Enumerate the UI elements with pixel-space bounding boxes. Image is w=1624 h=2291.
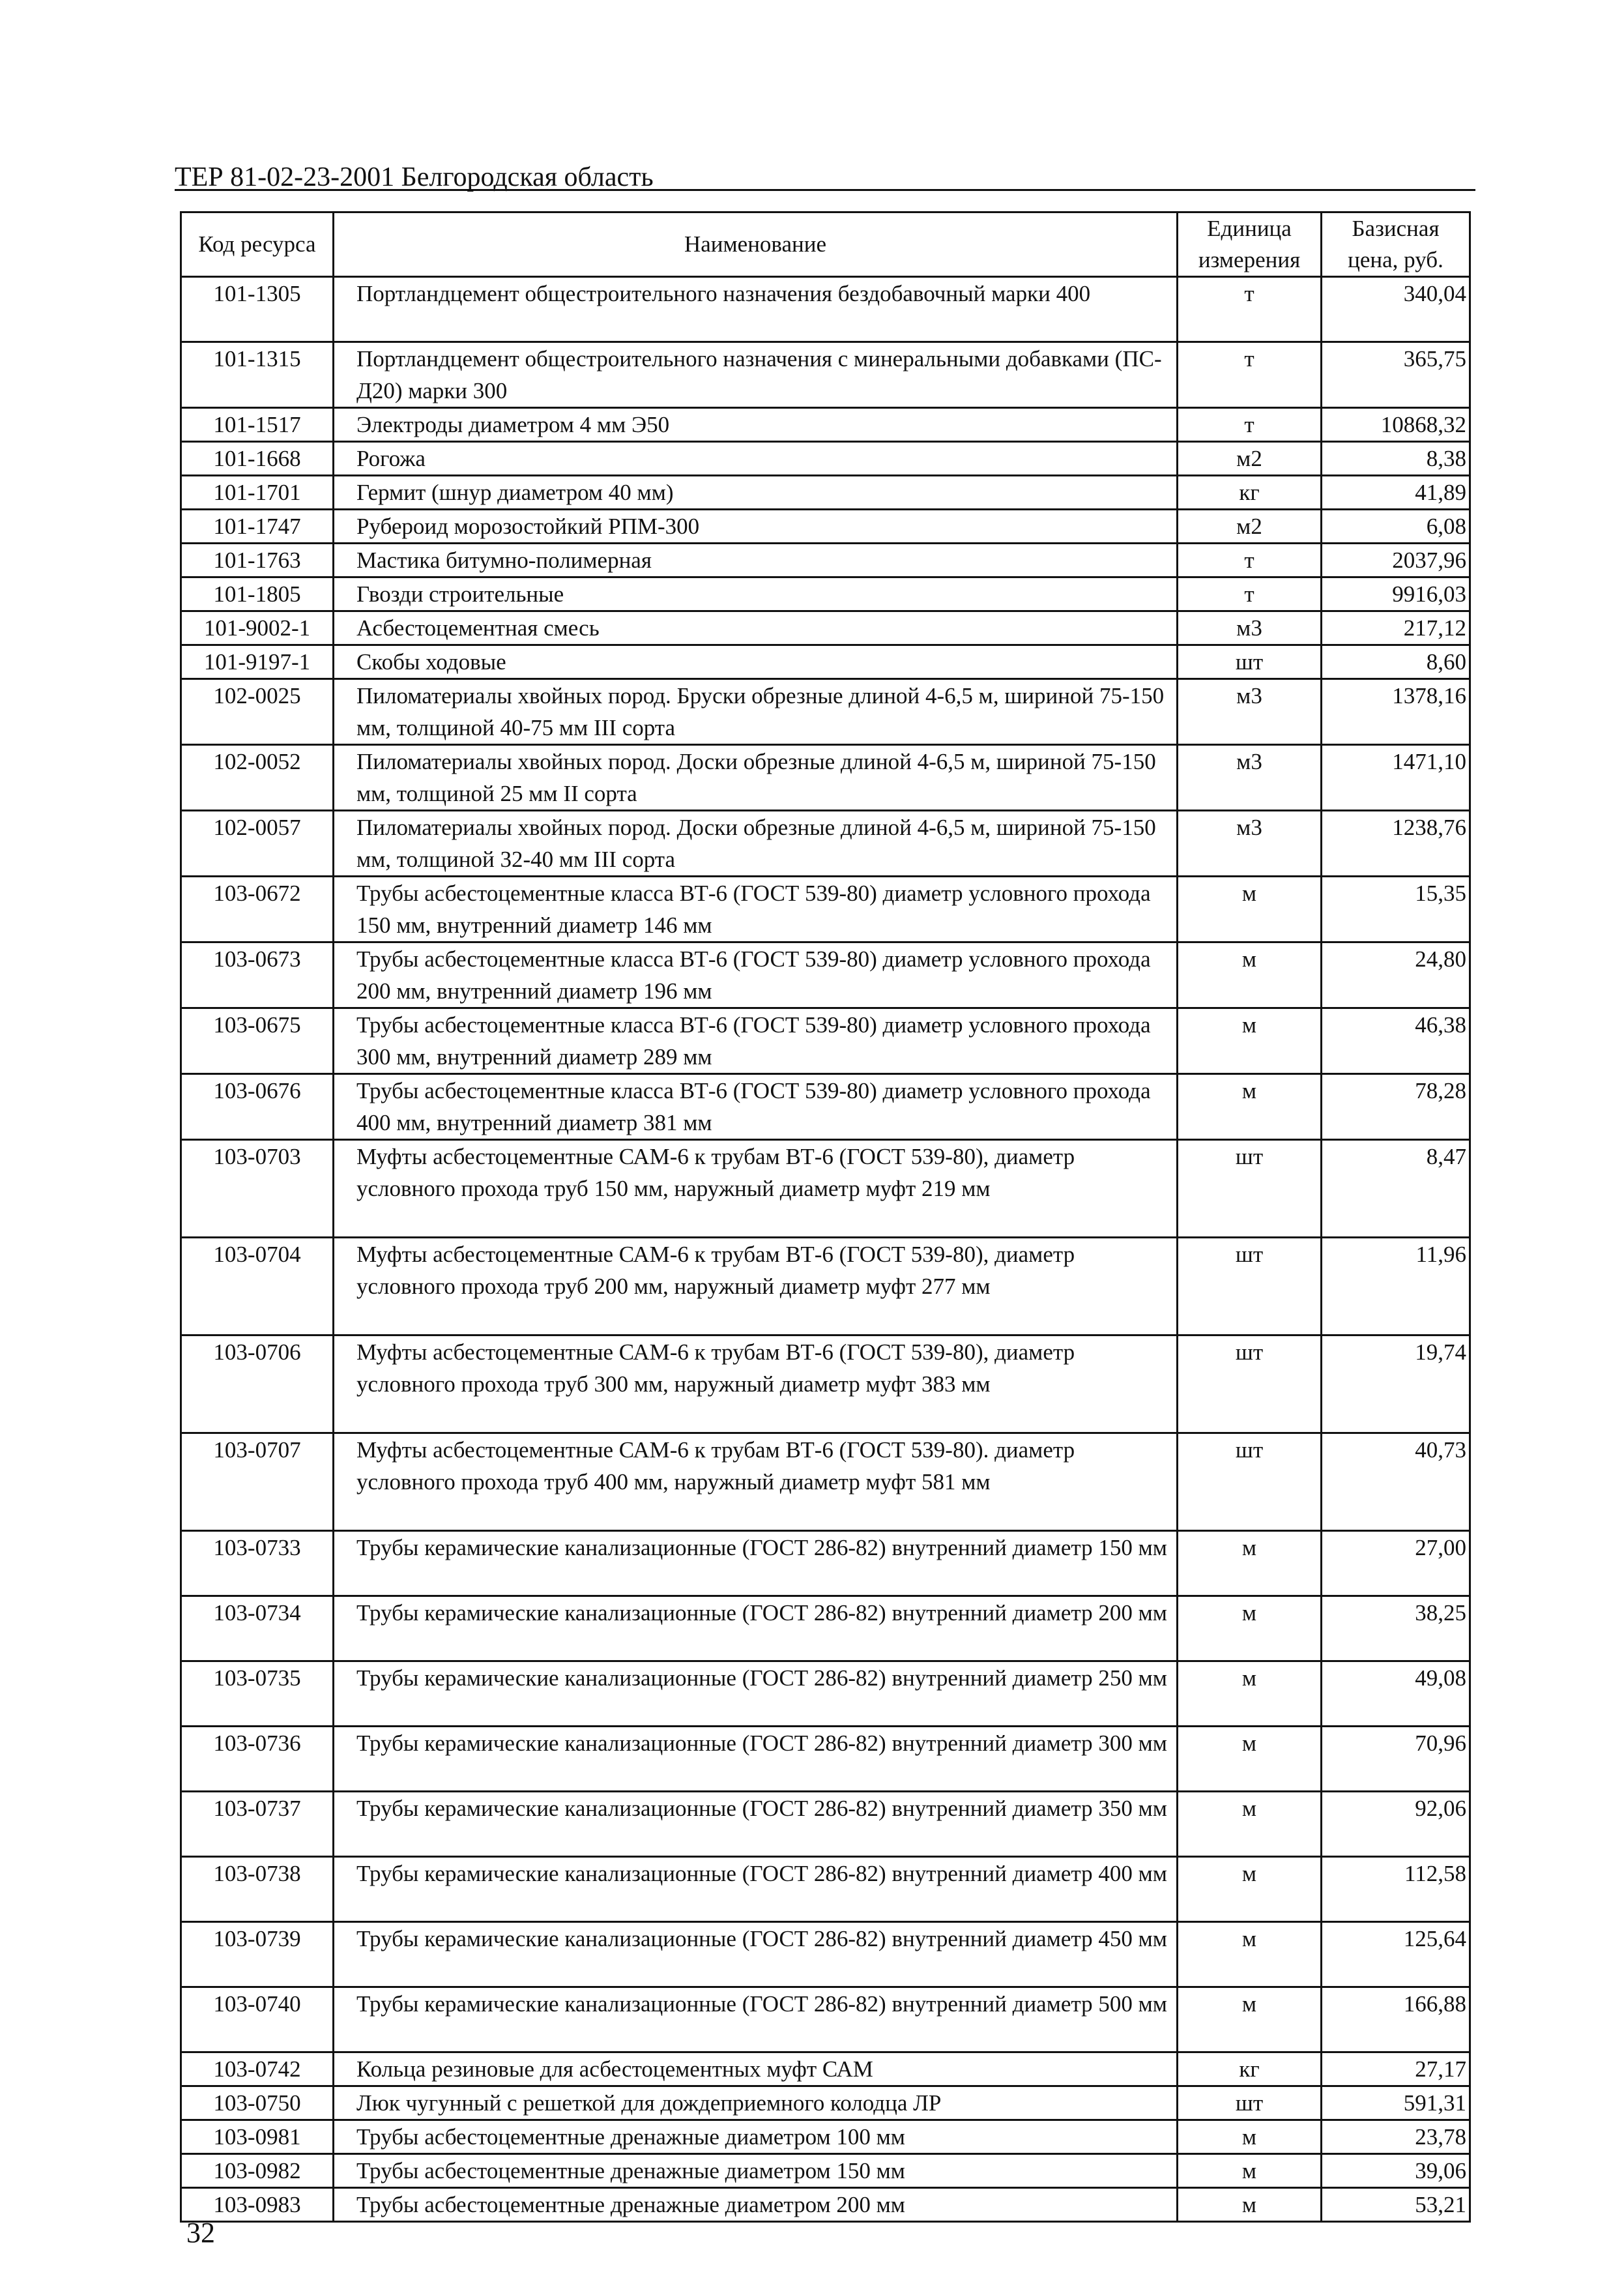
table-row — [181, 476, 1470, 510]
price-cell: 166,88 — [1322, 1987, 1470, 2052]
table-row — [181, 1792, 1470, 1857]
resource-name-cell: Трубы асбестоцементные дренажные диаметром 200 мм — [334, 2188, 1178, 2222]
resource-code-cell: 103-0982 — [181, 2154, 334, 2188]
table-row — [181, 811, 1470, 877]
table-row — [181, 277, 1470, 342]
resource-code-cell: 102-0057 — [181, 811, 334, 877]
price-cell: 591,31 — [1322, 2086, 1470, 2120]
resource-name-cell: Люк чугунный с решеткой для дождеприемного колодца ЛР — [334, 2086, 1178, 2120]
table-row — [181, 2154, 1470, 2188]
resource-name-cell: Трубы асбестоцементные класса ВТ-6 (ГОСТ 539-80) диаметр условного прохода 150 мм, внутренний диаметр 146 мм — [334, 877, 1178, 942]
price-cell: 112,58 — [1322, 1857, 1470, 1922]
resource-name-cell: Электроды диаметром 4 мм Э50 — [334, 408, 1178, 442]
resource-code-cell: 103-0734 — [181, 1596, 334, 1661]
unit-cell: м — [1178, 1792, 1322, 1857]
table-row — [181, 611, 1470, 645]
unit-cell: т — [1178, 408, 1322, 442]
resource-name-cell: Пиломатериалы хвойных пород. Бруски обрезные длиной 4-6,5 м, шириной 75-150 мм, толщиной 40-75 мм III сорта — [334, 679, 1178, 745]
resource-code-cell: 103-0706 — [181, 1335, 334, 1433]
table-row — [181, 1238, 1470, 1335]
unit-cell: м — [1178, 877, 1322, 942]
resource-code-cell: 101-1668 — [181, 442, 334, 476]
resource-name-cell: Трубы керамические канализационные (ГОСТ 286-82) внутренний диаметр 350 мм — [334, 1792, 1178, 1857]
table-row — [181, 942, 1470, 1008]
column-header-name-label: Наименование — [684, 231, 827, 257]
unit-cell: т — [1178, 342, 1322, 408]
column-header-price — [1322, 212, 1470, 277]
price-cell: 15,35 — [1322, 877, 1470, 942]
unit-cell: кг — [1178, 476, 1322, 510]
column-header-unit-line2: измерения — [1198, 247, 1301, 272]
resource-code-cell: 103-0675 — [181, 1008, 334, 1074]
table-row — [181, 1008, 1470, 1074]
table-row — [181, 1140, 1470, 1238]
resource-name-cell: Гвозди строительные — [334, 577, 1178, 611]
resource-name-cell: Рогожа — [334, 442, 1178, 476]
price-cell: 1378,16 — [1322, 679, 1470, 745]
unit-cell: м — [1178, 1531, 1322, 1596]
resource-name-cell: Трубы керамические канализационные (ГОСТ 286-82) внутренний диаметр 250 мм — [334, 1661, 1178, 1727]
price-cell: 2037,96 — [1322, 544, 1470, 577]
price-cell: 217,12 — [1322, 611, 1470, 645]
resource-name-cell: Пиломатериалы хвойных пород. Доски обрезные длиной 4-6,5 м, шириной 75-150 мм, толщиной 32-40 мм III сорта — [334, 811, 1178, 877]
resource-code-cell: 103-0736 — [181, 1727, 334, 1792]
table-row — [181, 577, 1470, 611]
resource-name-cell: Портландцемент общестроительного назначения бездобавочный марки 400 — [334, 277, 1178, 342]
unit-cell: м — [1178, 942, 1322, 1008]
column-header-code-label: Код ресурса — [198, 231, 316, 257]
resource-code-cell: 103-0981 — [181, 2120, 334, 2154]
price-cell: 40,73 — [1322, 1433, 1470, 1531]
unit-cell: шт — [1178, 1433, 1322, 1531]
table-row — [181, 877, 1470, 942]
resource-code-cell: 103-0676 — [181, 1074, 334, 1140]
price-cell: 70,96 — [1322, 1727, 1470, 1792]
table-row — [181, 1857, 1470, 1922]
column-header-name — [334, 212, 1178, 277]
price-cell: 8,38 — [1322, 442, 1470, 476]
unit-cell: кг — [1178, 2052, 1322, 2086]
unit-cell: м2 — [1178, 510, 1322, 544]
price-cell: 1238,76 — [1322, 811, 1470, 877]
resource-code-cell: 103-0704 — [181, 1238, 334, 1335]
resource-name-cell: Портландцемент общестроительного назначения с минеральными добавками (ПС-Д20) марки 300 — [334, 342, 1178, 408]
resource-name-cell: Трубы асбестоцементные класса ВТ-6 (ГОСТ 539-80) диаметр условного прохода 300 мм, внутренний диаметр 289 мм — [334, 1008, 1178, 1074]
page-number: 32 — [186, 2217, 215, 2249]
price-cell: 53,21 — [1322, 2188, 1470, 2222]
resource-name-cell: Трубы асбестоцементные класса ВТ-6 (ГОСТ 539-80) диаметр условного прохода 400 мм, внутренний диаметр 381 мм — [334, 1074, 1178, 1140]
resource-name-cell: Трубы керамические канализационные (ГОСТ 286-82) внутренний диаметр 500 мм — [334, 1987, 1178, 2052]
table-row — [181, 510, 1470, 544]
unit-cell: м3 — [1178, 745, 1322, 811]
resource-name-cell: Гермит (шнур диаметром 40 мм) — [334, 476, 1178, 510]
resource-code-cell: 103-0983 — [181, 2188, 334, 2222]
table-row — [181, 442, 1470, 476]
resource-name-cell: Трубы асбестоцементные дренажные диаметром 150 мм — [334, 2154, 1178, 2188]
unit-cell: шт — [1178, 1335, 1322, 1433]
unit-cell: шт — [1178, 645, 1322, 679]
unit-cell: шт — [1178, 2086, 1322, 2120]
unit-cell: м — [1178, 2154, 1322, 2188]
page-header: ТЕР 81-02-23-2001 Белгородская область — [175, 162, 654, 192]
resource-code-cell: 101-1763 — [181, 544, 334, 577]
column-header-code — [181, 212, 334, 277]
price-cell: 6,08 — [1322, 510, 1470, 544]
price-cell: 49,08 — [1322, 1661, 1470, 1727]
price-cell: 24,80 — [1322, 942, 1470, 1008]
unit-cell: т — [1178, 277, 1322, 342]
column-header-price-line2: цена, руб. — [1348, 247, 1443, 272]
resource-code-cell: 103-0735 — [181, 1661, 334, 1727]
unit-cell: м2 — [1178, 442, 1322, 476]
price-cell: 41,89 — [1322, 476, 1470, 510]
table-row — [181, 1335, 1470, 1433]
price-cell: 8,47 — [1322, 1140, 1470, 1238]
unit-cell: м — [1178, 1987, 1322, 2052]
resource-name-cell: Муфты асбестоцементные САМ-6 к трубам ВТ-6 (ГОСТ 539-80), диаметр условного прохода труб 150 мм, наружный диаметр муфт 219 мм — [334, 1140, 1178, 1238]
resource-name-cell: Муфты асбестоцементные САМ-6 к трубам ВТ-6 (ГОСТ 539-80), диаметр условного прохода труб 200 мм, наружный диаметр муфт 277 мм — [334, 1238, 1178, 1335]
price-cell: 1471,10 — [1322, 745, 1470, 811]
price-cell: 78,28 — [1322, 1074, 1470, 1140]
resource-code-cell: 101-1747 — [181, 510, 334, 544]
resource-code-cell: 103-0740 — [181, 1987, 334, 2052]
table-row — [181, 2188, 1470, 2222]
table-row — [181, 2120, 1470, 2154]
resource-name-cell: Мастика битумно-полимерная — [334, 544, 1178, 577]
resource-code-cell: 103-0707 — [181, 1433, 334, 1531]
unit-cell: м3 — [1178, 811, 1322, 877]
price-cell: 27,17 — [1322, 2052, 1470, 2086]
resource-code-cell: 101-1805 — [181, 577, 334, 611]
unit-cell: м — [1178, 1857, 1322, 1922]
resource-name-cell: Трубы керамические канализационные (ГОСТ 286-82) внутренний диаметр 400 мм — [334, 1857, 1178, 1922]
table-row — [181, 645, 1470, 679]
resource-name-cell: Трубы керамические канализационные (ГОСТ 286-82) внутренний диаметр 200 мм — [334, 1596, 1178, 1661]
price-cell: 23,78 — [1322, 2120, 1470, 2154]
price-cell: 11,96 — [1322, 1238, 1470, 1335]
unit-cell: м — [1178, 1596, 1322, 1661]
resource-code-cell: 103-0673 — [181, 942, 334, 1008]
resource-code-cell: 103-0738 — [181, 1857, 334, 1922]
unit-cell: м — [1178, 2120, 1322, 2154]
table-row — [181, 1727, 1470, 1792]
price-cell: 92,06 — [1322, 1792, 1470, 1857]
price-table — [180, 211, 1471, 2223]
unit-cell: м3 — [1178, 611, 1322, 645]
resource-name-cell: Трубы асбестоцементные класса ВТ-6 (ГОСТ 539-80) диаметр условного прохода 200 мм, внутренний диаметр 196 мм — [334, 942, 1178, 1008]
table-row — [181, 408, 1470, 442]
column-header-unit-line1: Единица — [1207, 216, 1292, 241]
table-row — [181, 342, 1470, 408]
resource-code-cell: 103-0672 — [181, 877, 334, 942]
resource-name-cell: Рубероид морозостойкий РПМ-300 — [334, 510, 1178, 544]
resource-name-cell: Трубы керамические канализационные (ГОСТ 286-82) внутренний диаметр 450 мм — [334, 1922, 1178, 1987]
price-cell: 365,75 — [1322, 342, 1470, 408]
resource-code-cell: 101-9002-1 — [181, 611, 334, 645]
table-row — [181, 1531, 1470, 1596]
price-cell: 10868,32 — [1322, 408, 1470, 442]
unit-cell: м — [1178, 2188, 1322, 2222]
resource-code-cell: 103-0739 — [181, 1922, 334, 1987]
table-row — [181, 1987, 1470, 2052]
unit-cell: шт — [1178, 1238, 1322, 1335]
table-row — [181, 679, 1470, 745]
table-row — [181, 1596, 1470, 1661]
resource-code-cell: 103-0703 — [181, 1140, 334, 1238]
resource-code-cell: 103-0733 — [181, 1531, 334, 1596]
unit-cell: м — [1178, 1922, 1322, 1987]
column-header-price-line1: Базисная — [1352, 216, 1440, 241]
resource-name-cell: Трубы керамические канализационные (ГОСТ 286-82) внутренний диаметр 300 мм — [334, 1727, 1178, 1792]
price-cell: 19,74 — [1322, 1335, 1470, 1433]
price-cell: 125,64 — [1322, 1922, 1470, 1987]
column-header-unit — [1178, 212, 1322, 277]
resource-name-cell: Трубы асбестоцементные дренажные диаметром 100 мм — [334, 2120, 1178, 2154]
unit-cell: м — [1178, 1008, 1322, 1074]
resource-name-cell: Скобы ходовые — [334, 645, 1178, 679]
unit-cell: м — [1178, 1727, 1322, 1792]
price-cell: 27,00 — [1322, 1531, 1470, 1596]
price-cell: 39,06 — [1322, 2154, 1470, 2188]
table-row — [181, 745, 1470, 811]
resource-name-cell: Асбестоцементная смесь — [334, 611, 1178, 645]
price-cell: 46,38 — [1322, 1008, 1470, 1074]
unit-cell: шт — [1178, 1140, 1322, 1238]
resource-code-cell: 103-0737 — [181, 1792, 334, 1857]
table-row — [181, 544, 1470, 577]
table-body — [181, 277, 1470, 2222]
table-row — [181, 1433, 1470, 1531]
resource-code-cell: 102-0025 — [181, 679, 334, 745]
resource-name-cell: Пиломатериалы хвойных пород. Доски обрезные длиной 4-6,5 м, шириной 75-150 мм, толщиной 25 мм II сорта — [334, 745, 1178, 811]
resource-code-cell: 101-1701 — [181, 476, 334, 510]
price-cell: 9916,03 — [1322, 577, 1470, 611]
table-header-row — [181, 212, 1470, 277]
resource-code-cell: 101-1305 — [181, 277, 334, 342]
resource-code-cell: 103-0742 — [181, 2052, 334, 2086]
unit-cell: м3 — [1178, 679, 1322, 745]
table-row — [181, 2052, 1470, 2086]
table-row — [181, 2086, 1470, 2120]
unit-cell: т — [1178, 544, 1322, 577]
header-rule — [175, 189, 1475, 191]
resource-code-cell: 103-0750 — [181, 2086, 334, 2120]
table-row — [181, 1661, 1470, 1727]
resource-code-cell: 101-1315 — [181, 342, 334, 408]
resource-name-cell: Муфты асбестоцементные САМ-6 к трубам ВТ-6 (ГОСТ 539-80). диаметр условного прохода труб 400 мм, наружный диаметр муфт 581 мм — [334, 1433, 1178, 1531]
resource-code-cell: 101-9197-1 — [181, 645, 334, 679]
unit-cell: м — [1178, 1661, 1322, 1727]
unit-cell: м — [1178, 1074, 1322, 1140]
resource-code-cell: 102-0052 — [181, 745, 334, 811]
price-cell: 340,04 — [1322, 277, 1470, 342]
price-cell: 38,25 — [1322, 1596, 1470, 1661]
unit-cell: т — [1178, 577, 1322, 611]
resource-code-cell: 101-1517 — [181, 408, 334, 442]
resource-name-cell: Кольца резиновые для асбестоцементных муфт САМ — [334, 2052, 1178, 2086]
price-cell: 8,60 — [1322, 645, 1470, 679]
resource-name-cell: Муфты асбестоцементные САМ-6 к трубам ВТ-6 (ГОСТ 539-80), диаметр условного прохода труб 300 мм, наружный диаметр муфт 383 мм — [334, 1335, 1178, 1433]
resource-name-cell: Трубы керамические канализационные (ГОСТ 286-82) внутренний диаметр 150 мм — [334, 1531, 1178, 1596]
table-row — [181, 1922, 1470, 1987]
table-row — [181, 1074, 1470, 1140]
